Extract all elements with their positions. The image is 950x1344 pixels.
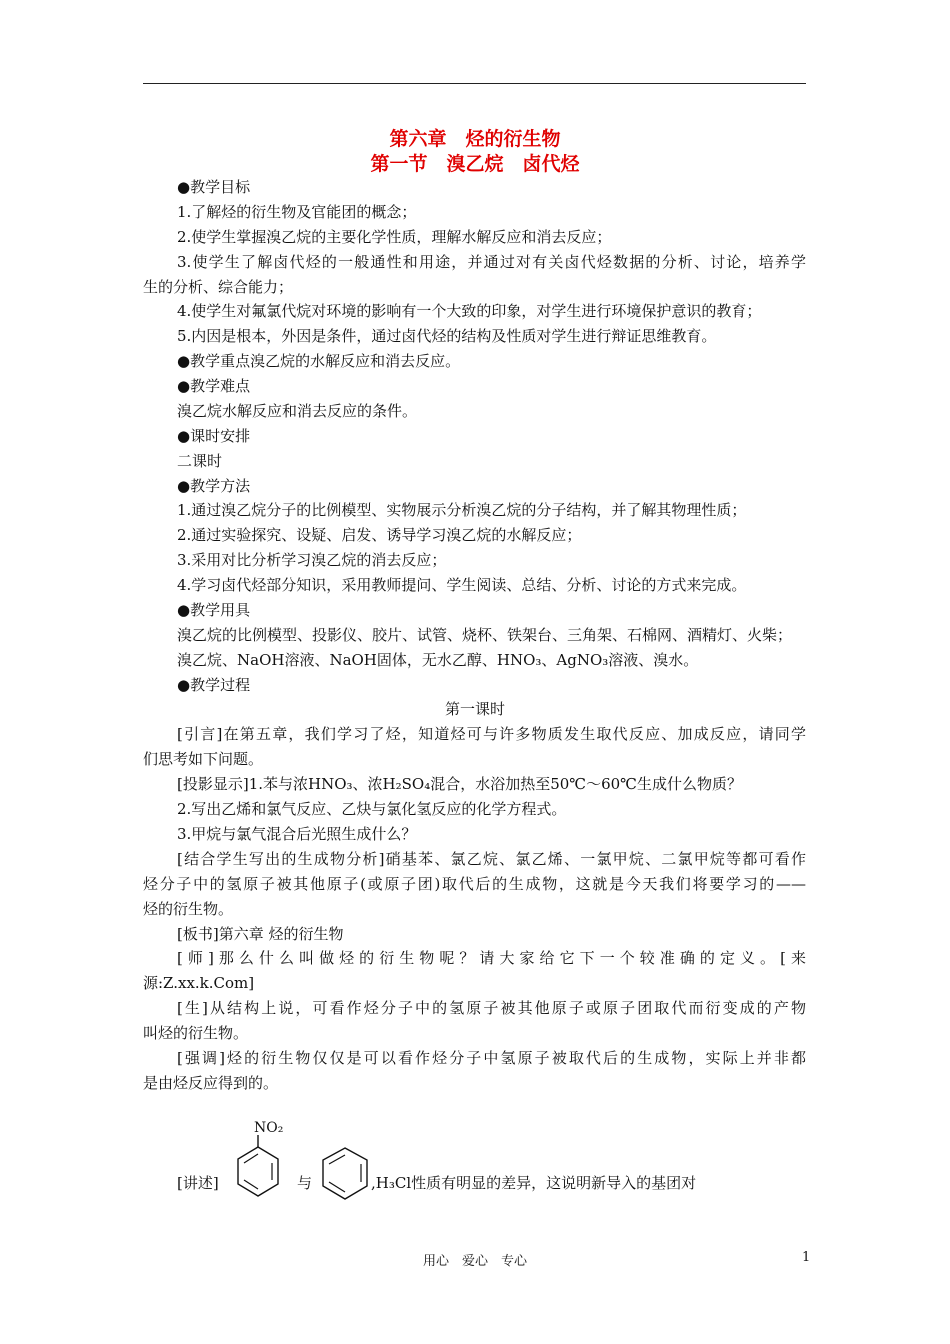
text-line: 源:Z.xx.k.Com] bbox=[143, 974, 255, 992]
text-line: [强调]烃的衍生物仅仅是可以看作烃分子中氢原子被取代后的生成物，实际上并非都 bbox=[177, 1049, 806, 1067]
text-line: 4.学习卤代烃部分知识，采用教师提问、学生阅读、总结、分析、讨论的方式来完成。 bbox=[177, 576, 747, 594]
text-line: 3.甲烷与氯气混合后光照生成什么？ bbox=[177, 825, 417, 843]
page-footer: 用心 爱心 专心 bbox=[422, 1254, 527, 1269]
text-line: 溴乙烷、NaOH溶液、NaOH固体，无水乙醇、HNO₃、AgNO₃溶液、溴水。 bbox=[177, 651, 699, 669]
text-line: 2.通过实验探究、设疑、启发、诱导学习溴乙烷的水解反应； bbox=[177, 526, 582, 544]
text-line: 溴乙烷水解反应和消去反应的条件。 bbox=[177, 402, 418, 420]
figure-prefix: [讲述] bbox=[177, 1174, 219, 1192]
page-number: 1 bbox=[802, 1250, 811, 1265]
benzene-structure bbox=[321, 1146, 371, 1202]
text-line: 2.写出乙烯和氯气反应、乙炔与氯化氢反应的化学方程式。 bbox=[177, 800, 567, 818]
text-line: 二课时 bbox=[177, 452, 223, 470]
text-line: 4.使学生对氟氯代烷对环境的影响有一个大致的印象，对学生进行环境保护意识的教育； bbox=[177, 302, 762, 320]
text-line: 烃分子中的氢原子被其他原子(或原子团)取代后的生成物，这就是今天我们将要学习的—— bbox=[143, 875, 806, 893]
text-line: 生的分析、综合能力； bbox=[143, 278, 294, 296]
text-line: ●教学重点溴乙烷的水解反应和消去反应。 bbox=[177, 352, 461, 370]
chapter-title: 第六章 烃的衍生物 bbox=[389, 128, 561, 150]
text-line: 们思考如下问题。 bbox=[143, 750, 264, 768]
text-line: [结合学生写出的生成物分析]硝基苯、氯乙烷、氯乙烯、一氯甲烷、二氯甲烷等都可看作 bbox=[177, 850, 806, 868]
section-title: 第一节 溴乙烷 卤代烃 bbox=[370, 153, 580, 175]
text-line: ●教学过程 bbox=[177, 676, 251, 694]
header-rule bbox=[143, 83, 806, 84]
text-line: [板书]第六章 烃的衍生物 bbox=[177, 925, 344, 943]
text-line: 是由烃反应得到的。 bbox=[143, 1074, 279, 1092]
text-line: ●课时安排 bbox=[177, 427, 251, 445]
text-line: 2.使学生掌握溴乙烷的主要化学性质，理解水解反应和消去反应； bbox=[177, 228, 612, 246]
text-line: 烃的衍生物。 bbox=[143, 900, 234, 918]
text-line: 1.了解烃的衍生物及官能团的概念； bbox=[177, 203, 417, 221]
text-line: [师]那么什么叫做烃的衍生物呢？请大家给它下一个较准确的定义。[来 bbox=[177, 949, 806, 967]
nitro-group-label: NO₂ bbox=[254, 1120, 284, 1136]
text-line: 叫烃的衍生物。 bbox=[143, 1024, 249, 1042]
text-line: ●教学难点 bbox=[177, 377, 251, 395]
text-line: ●教学用具 bbox=[177, 601, 251, 619]
figure-suffix: ,H₃Cl性质有明显的差异，这说明新导入的基团对 bbox=[371, 1174, 697, 1192]
text-line: ●教学方法 bbox=[177, 477, 251, 495]
text-line: 5.内因是根本，外因是条件，通过卤代烃的结构及性质对学生进行辩证思维教育。 bbox=[177, 327, 717, 345]
text-line: [引言]在第五章，我们学习了烃，知道烃可与许多物质发生取代反应、加成反应，请同学 bbox=[177, 725, 806, 743]
text-line: [生]从结构上说，可看作烃分子中的氢原子被其他原子或原子团取代而衍变成的产物 bbox=[177, 999, 806, 1017]
text-line: 3.使学生了解卤代烃的一般通性和用途，并通过对有关卤代烃数据的分析、讨论，培养学 bbox=[177, 253, 806, 271]
text-line: [投影显示]1.苯与浓HNO₃、浓H₂SO₄混合，水浴加热至50℃～60℃生成什么物质？ bbox=[177, 775, 742, 793]
text-line: 1.通过溴乙烷分子的比例模型、实物展示分析溴乙烷的分子结构，并了解其物理性质； bbox=[177, 501, 747, 519]
lesson-heading: 第一课时 bbox=[444, 700, 505, 718]
text-line: ●教学目标 bbox=[177, 178, 251, 196]
text-line: 3.采用对比分析学习溴乙烷的消去反应； bbox=[177, 551, 447, 569]
text-line: 溴乙烷的比例模型、投影仪、胶片、试管、烧杯、铁架台、三角架、石棉网、酒精灯、火柴； bbox=[177, 626, 793, 644]
figure-connector: 与 bbox=[297, 1174, 313, 1192]
